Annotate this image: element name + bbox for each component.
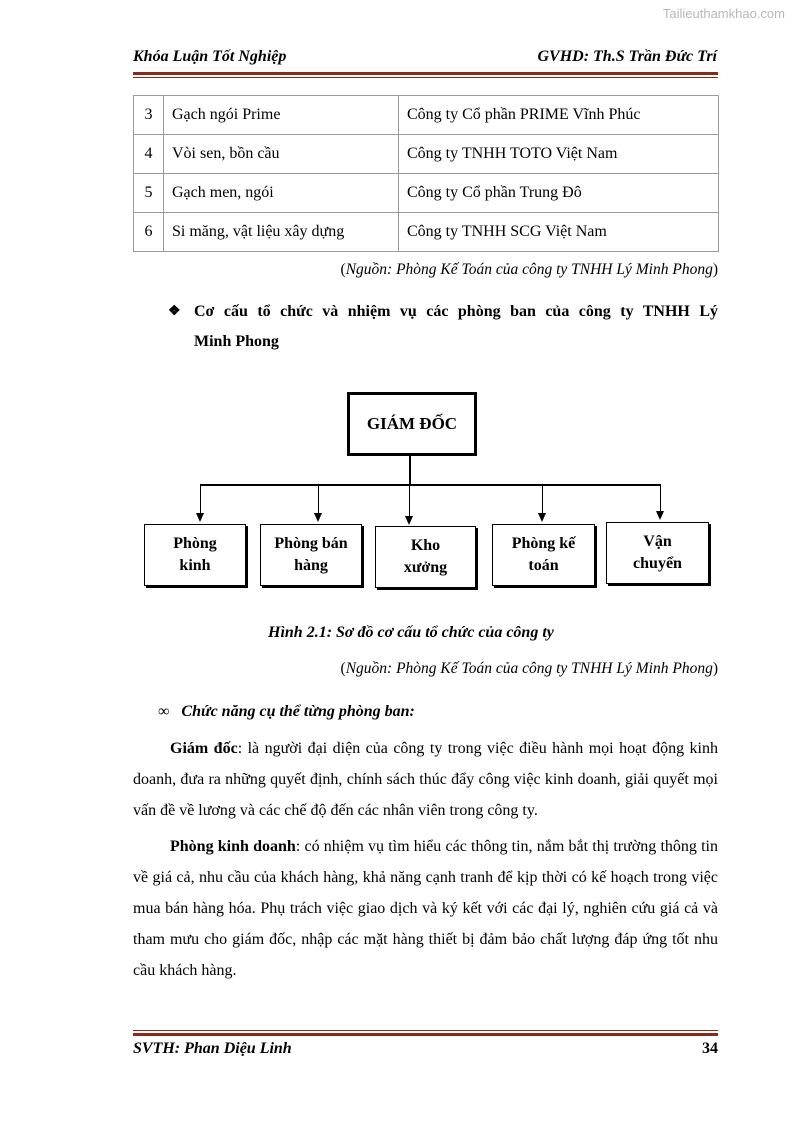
department-box-retail	[260, 524, 362, 586]
dept-label-line1: Phòng bán	[274, 535, 348, 552]
page-header	[133, 48, 717, 70]
row-number: 6	[134, 213, 164, 252]
header-thesis-title: Khóa Luận Tốt Nghiệp	[133, 48, 287, 65]
arrow-down-icon	[538, 513, 546, 522]
dept-label-line2: kinh	[179, 557, 211, 574]
row-number: 4	[134, 135, 164, 174]
product-cell: Gạch men, ngói	[164, 174, 399, 213]
dept-label-line1: Phòng	[173, 535, 217, 552]
dept-label-line2: toán	[528, 557, 559, 574]
functions-heading-text: Chức năng cụ thể từng phòng ban:	[181, 703, 415, 720]
source-text: Nguồn: Phòng Kế Toán của công ty TNHH Lý Minh Phong	[345, 261, 713, 278]
dept-label-line1: Phòng kế	[511, 535, 576, 552]
source-open-paren: (	[340, 261, 346, 278]
table-row	[134, 174, 719, 213]
table-row	[134, 213, 719, 252]
figure-source-note	[341, 660, 718, 678]
page-number: 34	[702, 1040, 718, 1057]
section-heading-line2: Minh Phong	[194, 333, 279, 350]
arrow-down-icon	[196, 513, 204, 522]
arrow-down-icon	[405, 516, 413, 525]
supplier-cell: Công ty TNHH TOTO Việt Nam	[399, 135, 719, 174]
footer-rule-thick	[133, 1033, 718, 1036]
header-rule-thin	[133, 77, 718, 78]
row-number: 3	[134, 96, 164, 135]
row-number: 5	[134, 174, 164, 213]
paragraph-lead: Giám đốc	[170, 740, 238, 757]
table-row	[134, 135, 719, 174]
dept-label-line1: Kho	[410, 537, 441, 554]
paragraph-business-dept	[133, 831, 718, 986]
product-cell: Gạch ngói Prime	[164, 96, 399, 135]
director-label: GIÁM ĐỐC	[366, 414, 458, 433]
footer-student: SVTH: Phan Diệu Linh	[133, 1040, 292, 1057]
paragraph-director	[133, 733, 718, 826]
table-row	[134, 96, 719, 135]
page-footer	[133, 1040, 718, 1062]
section-heading-line1: Cơ cấu tổ chức và nhiệm vụ các phòng ban của công ty TNHH Lý	[194, 303, 718, 320]
source-open-paren: (	[340, 660, 346, 677]
arrow-down-icon	[314, 513, 322, 522]
connector-line	[318, 484, 319, 514]
supplier-cell: Công ty Cổ phần Trung Đô	[399, 174, 719, 213]
director-box	[347, 392, 477, 456]
supplier-cell: Công ty TNHH SCG Việt Nam	[399, 213, 719, 252]
table-source-note	[341, 261, 718, 279]
branch-line	[200, 484, 661, 486]
dept-label-line2: hàng	[294, 557, 328, 574]
connector-line	[409, 484, 410, 517]
connector-line	[542, 484, 543, 514]
connector-line	[660, 484, 661, 512]
paragraph-text: : có nhiệm vụ tìm hiểu các thông tin, nắm bắt thị trường thông tin về giá cả, nhu cầu của khách hàng, khả năng cạnh tranh để kịp thời có kế hoạch trong việc mua bán hàng hóa. Phụ trách việc giao dịch và ký kết với các đại lý, nghiên cứu giá cả và tham mưu cho giám đốc, nhập các mặt hàng thiết bị đảm bảo chất lượng đáp ứng tốt nhu cầu khách hàng.	[133, 838, 719, 979]
department-box-warehouse	[375, 526, 476, 588]
dept-label-line2: chuyển	[633, 555, 682, 572]
connector-line	[200, 484, 201, 514]
supplier-table	[133, 95, 719, 252]
functions-heading	[158, 703, 415, 721]
diamond-bullet-icon: ❖	[168, 304, 181, 319]
dept-label-line1: Vận	[643, 533, 672, 550]
source-close-paren: )	[712, 660, 718, 677]
header-rule-thick	[133, 72, 718, 75]
product-cell: Vòi sen, bồn cầu	[164, 135, 399, 174]
supplier-cell: Công ty Cổ phần PRIME Vĩnh Phúc	[399, 96, 719, 135]
source-text: Nguồn: Phòng Kế Toán của công ty TNHH Lý Minh Phong	[345, 660, 713, 677]
source-close-paren: )	[712, 261, 718, 278]
product-cell: Si măng, vật liệu xây dựng	[164, 213, 399, 252]
dept-label-line2: xưởng	[403, 559, 448, 576]
paragraph-text: : là người đại diện của công ty trong việc điều hành mọi hoạt động kinh doanh, đưa ra những quyết định, chính sách thúc đẩy công việc kinh doanh, giải quyết mọi vấn đề về lương và các chế độ đến các nhân viên trong công ty.	[133, 740, 718, 819]
trunk-line	[409, 453, 411, 484]
footer-rule-thin	[133, 1030, 718, 1031]
department-box-accounting	[492, 524, 595, 586]
arrow-down-icon	[656, 511, 664, 520]
department-box-sales	[144, 524, 246, 586]
figure-caption: Hình 2.1: Sơ đồ cơ cấu tổ chức của công ty	[268, 624, 554, 641]
infinity-bullet-icon: ∞	[158, 703, 170, 720]
paragraph-lead: Phòng kinh doanh	[170, 838, 296, 855]
department-box-transport	[606, 522, 709, 584]
header-supervisor: GVHD: Th.S Trần Đức Trí	[537, 48, 717, 65]
watermark: Tailieuthamkhao.com	[662, 6, 785, 21]
